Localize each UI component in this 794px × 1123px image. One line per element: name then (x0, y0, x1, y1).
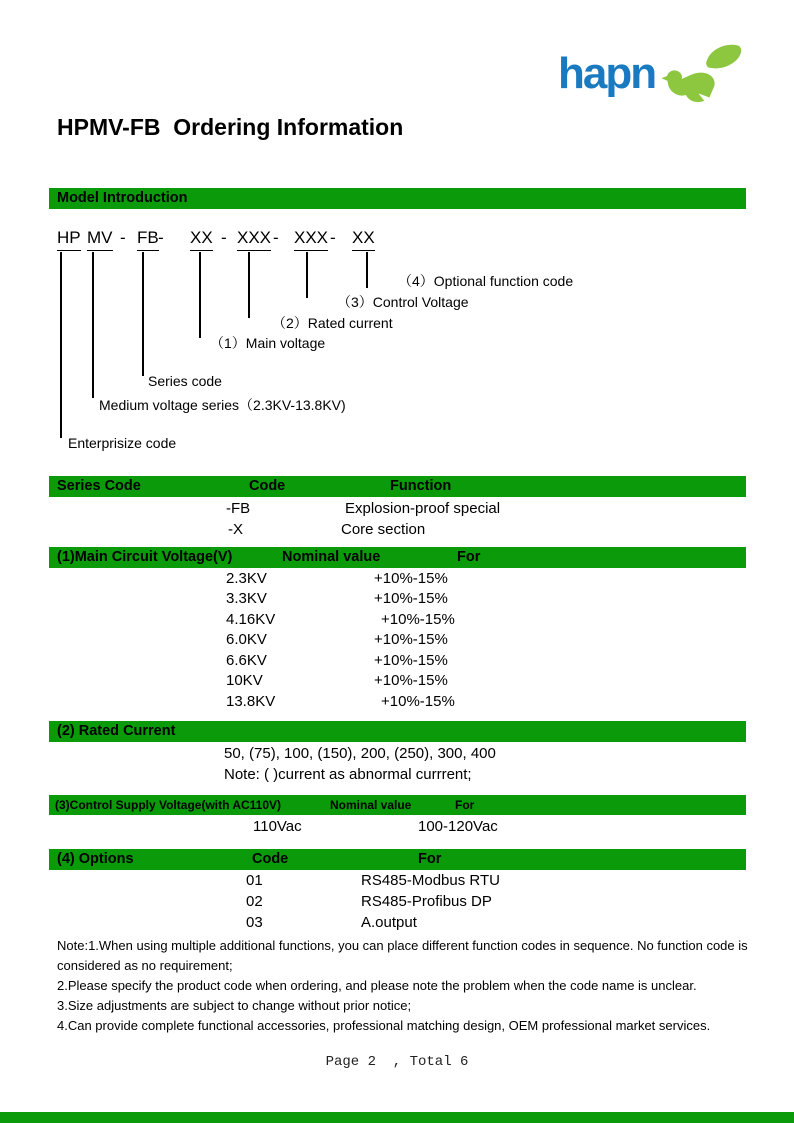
page-title: HPMV-FB Ordering Information (57, 114, 404, 140)
model-introduction-header: Model Introduction (57, 190, 188, 206)
note-line: Note:1.When using multiple additional functions, you can place different function codes in sequence. No function code is considered as no requirement; (57, 938, 748, 973)
series-row-func: Explosion-proof special (345, 500, 501, 517)
label-control-voltage: （3）Control Voltage (337, 294, 469, 310)
footer-green-bar (0, 1112, 794, 1123)
code-seg-xx2: XX (352, 228, 375, 251)
code-seg-hp: HP (57, 228, 81, 251)
for-header: For (455, 798, 475, 812)
code-seg-xxx2: XXX (294, 228, 328, 251)
leader-line-series (142, 252, 144, 376)
option-func: RS485-Profibus DP (361, 893, 492, 910)
code-sep: - (158, 228, 164, 247)
series-row-code: -FB (226, 500, 251, 517)
leader-line-1 (199, 252, 201, 338)
note-line: 4.Can provide complete functional accessories, professional matching design, OEM professional market services. (57, 1018, 711, 1033)
nominal-value-header: Nominal value (330, 798, 412, 812)
series-row-code: -X (228, 521, 243, 538)
code-seg-xxx1: XXX (237, 228, 271, 251)
series-header: Series Code (57, 478, 141, 494)
label-enterprise-code: Enterprisize code (68, 435, 177, 451)
voltage-value: 4.16KV (226, 611, 276, 628)
hapn-dove-icon (659, 42, 743, 106)
model-introduction-header-bar (49, 188, 746, 209)
voltage-tol: +10%-15% (374, 672, 448, 689)
code-seg-mv: MV (87, 228, 113, 251)
code-header: Code (249, 478, 286, 494)
option-code: 03 (246, 914, 263, 931)
code-sep: - (273, 228, 279, 247)
page-number: Page 2 , Total 6 (325, 1054, 469, 1070)
option-code: 01 (246, 872, 263, 889)
for-header: For (418, 851, 442, 867)
main-voltage-header-bar (49, 547, 746, 568)
options-header-bar (49, 849, 746, 870)
hapn-logo-text: hapn (558, 49, 656, 98)
series-code-header-bar (49, 476, 746, 497)
control-voltage-value: 110Vac (253, 818, 302, 835)
leader-line-2 (248, 252, 250, 318)
label-main-voltage: （1）Main voltage (210, 335, 326, 351)
code-sep: - (120, 228, 126, 247)
rated-current-note: Note: ( )current as abnormal currrent; (224, 766, 472, 783)
option-code: 02 (246, 893, 263, 910)
leader-line-3 (306, 252, 308, 298)
function-header: Function (390, 478, 452, 494)
options-header: (4) Options (57, 851, 134, 867)
label-optional-function: （4）Optional function code (398, 273, 574, 289)
voltage-tol: +10%-15% (381, 693, 455, 710)
for-header: For (457, 549, 481, 565)
control-voltage-header-bar (49, 795, 746, 815)
code-header: Code (252, 851, 289, 867)
label-series-code: Series code (148, 373, 222, 389)
label-rated-current: （2）Rated current (272, 315, 393, 331)
series-row-func: Core section (341, 521, 426, 538)
control-voltage-header: (3)Control Supply Voltage(with AC110V) (55, 798, 282, 812)
voltage-tol: +10%-15% (374, 631, 448, 648)
voltage-tol: +10%-15% (374, 570, 448, 587)
voltage-tol: +10%-15% (381, 611, 455, 628)
note-line: 2.Please specify the product code when ordering, and please note the problem when the code name is unclear. (57, 978, 697, 993)
rated-current-values: 50, (75), 100, (150), 200, (250), 300, 400 (224, 745, 496, 762)
notes-block (57, 936, 751, 1036)
option-func: A.output (361, 914, 417, 931)
hapn-logo (558, 42, 743, 106)
voltage-value: 10KV (226, 672, 263, 689)
voltage-value: 6.6KV (226, 652, 267, 669)
rated-current-header-bar (49, 721, 746, 742)
code-sep: - (330, 228, 336, 247)
option-func: RS485-Modbus RTU (361, 872, 500, 889)
leader-line-4 (366, 252, 368, 288)
leader-line-medium (92, 252, 94, 398)
code-seg-fb: FB (137, 228, 159, 251)
rated-current-header: (2) Rated Current (57, 723, 176, 739)
voltage-value: 13.8KV (226, 693, 276, 710)
voltage-value: 6.0KV (226, 631, 267, 648)
leader-line-enterprise (60, 252, 62, 438)
voltage-value: 3.3KV (226, 590, 267, 607)
label-medium-voltage: Medium voltage series（2.3KV-13.8KV) (99, 397, 346, 413)
voltage-tol: +10%-15% (374, 590, 448, 607)
code-seg-xx1: XX (190, 228, 213, 251)
note-line: 3.Size adjustments are subject to change without prior notice; (57, 998, 412, 1013)
voltage-value: 2.3KV (226, 570, 267, 587)
code-sep: - (221, 228, 227, 247)
control-voltage-range: 100-120Vac (418, 818, 498, 835)
nominal-value-header: Nominal value (282, 549, 381, 565)
main-voltage-header: (1)Main Circuit Voltage(V) (57, 549, 233, 565)
voltage-tol: +10%-15% (374, 652, 448, 669)
